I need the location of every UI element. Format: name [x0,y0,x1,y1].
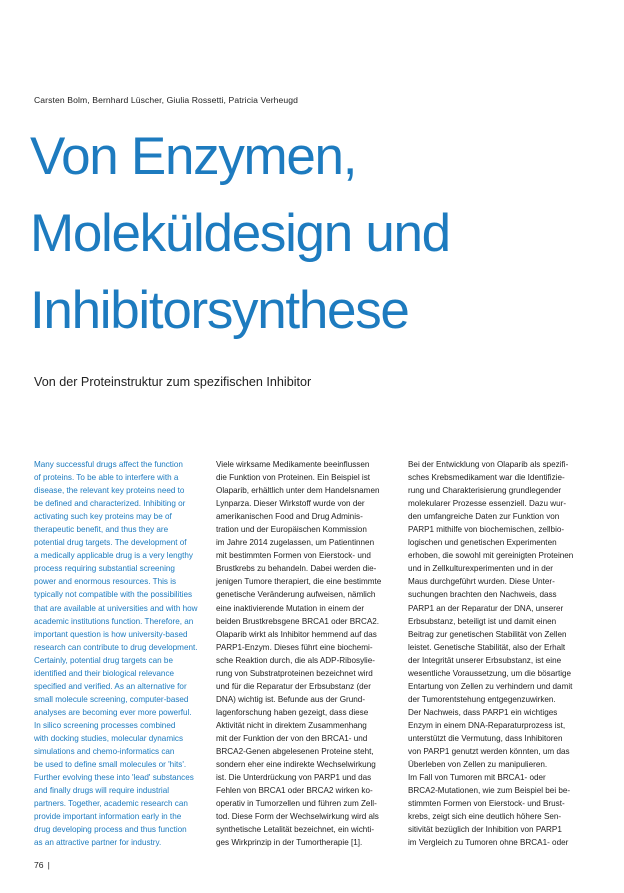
text-line: Further evolving these into 'lead' substances [34,773,194,783]
text-line: DNA) wichtig ist. Befunde aus der Grund- [216,694,366,704]
text-line: specified and verified. As an alternative for [34,681,187,691]
text-line: operativ in Tumorzellen und führen zum Zell- [216,799,377,809]
text-line: identified and their biological relevance [34,668,175,678]
title-line: Moleküldesign und [30,204,450,263]
text-line: be used to define small molecules or 'hits'. [34,760,187,770]
text-line: a medically applicable drug is a very lengthy [34,551,193,561]
text-line: research can contribute to drug development. [34,642,198,652]
text-line: die Funktion von Proteinen. Ein Beispiel ist [216,473,371,483]
text-line: und für die Reparatur der Erbsubstanz (der [216,681,371,691]
text-line: leistet. Genetische Stabilität, also der Erhalt [408,642,566,652]
text-line: jenigen Tumore therapiert, die eine bestimmte [216,577,382,587]
text-line: Erbsubstanz, beteiligt ist und damit einen [408,616,557,626]
text-line: rung von Substratproteinen bezeichnet wird [216,668,373,678]
text-line: with docking studies, molecular dynamics [34,733,184,743]
text-line: Lynparza. Dieser Wirkstoff wurde von der [216,499,365,509]
text-line: Maus durchgeführt wurden. Diese Unter- [408,577,555,587]
text-line: krebs, zeigt sich eine deutlich höhere Sen- [408,812,562,822]
text-line: academic institutions function. Therefore, an [34,616,194,626]
text-line: mit der Funktion der von den BRCA1- und [216,733,368,743]
text-line: ist. Die Unterdrückung von PARP1 und das [216,773,372,783]
text-line: und in Zellkulturexperimenten und in der [408,564,553,574]
text-line: erhoben, die sowohl mit gereinigten Proteinen [408,551,574,561]
text-line: Im Fall von Tumoren mit BRCA1- oder [408,773,546,783]
body-column-1 [216,458,391,849]
text-line: eine inaktivierende Mutation in einem der [216,603,365,613]
text-line: von PARP1 genutzt werden könnten, um das [408,747,570,757]
text-line: tod. Diese Form der Wechselwirkung wird als [216,812,379,822]
text-line: as an attractive partner for industry. [34,838,162,848]
title-line: Von Enzymen, [30,127,357,186]
text-line: Many successful drugs affect the function [34,460,183,469]
text-line: Der Nachweis, dass PARP1 ein wichtiges [408,707,558,717]
text-line: Brustkrebs zu behandeln. Dabei werden die- [216,564,377,574]
text-line: important question is how university-based [34,629,188,639]
text-line: Olaparib wirkt als Inhibitor hemmend auf das [216,629,377,639]
text-line: Überleben von Zellen zu manipulieren. [408,760,548,770]
text-line: BRCA2-Genen abgelesenen Proteine steht, [216,747,374,757]
text-line: stimmten Formen von Eierstock- und Brust- [408,799,565,809]
text-line: Aktivität nicht in direktem Zusammenhang [216,720,367,730]
article-subtitle: Von der Proteinstruktur zum spezifischen Inhibitor [34,375,312,389]
text-line: den umfangreiche Daten zur Funktion von [408,512,560,522]
text-line: synthetische Letalität bezeichnet, ein wichti- [216,825,375,835]
text-line: of proteins. To be able to interfere with a [34,473,179,483]
abstract-column-english [34,458,204,849]
text-line: molekularer Prozesse essenziell. Dazu wur- [408,499,567,509]
text-line: logischen und genetischen Experimenten [408,538,557,548]
text-line: lagenforschung haben gezeigt, dass diese [216,707,369,717]
text-line: der Tumorentstehung entgegenzuwirken. [408,694,556,704]
text-line: Beitrag zur genetischen Stabilität von Zellen [408,629,567,639]
author-list: Carsten Bolm, Bernhard Lüscher, Giulia Rossetti, Patricia Verheugd [34,95,299,105]
text-line: mit bestimmten Formen von Eierstock- und [216,551,371,561]
text-line: genetische Veränderung aufweisen, nämlich [216,590,376,600]
text-line: small molecule screening, computer-based [34,694,189,704]
text-line: analyses are becoming ever more powerful. [34,707,192,717]
text-line: potential drug targets. The development of [34,538,187,548]
text-line: PARP1 mithilfe von biochemischen, zellbio- [408,525,565,535]
text-line: partners. Together, academic research can [34,799,188,809]
text-line: sches Krebsmedikament war die Identifizie- [408,473,565,483]
text-line: Enzym in einem DNA-Reparaturprozess ist, [408,720,566,730]
text-line: Viele wirksame Medikamente beeinflussen [216,460,370,469]
text-line: beiden Brustkrebsgene BRCA1 oder BRCA2. [216,616,380,626]
page-number: 76 [34,860,44,870]
text-line: PARP1-Enzym. Dieses führt eine biochemi- [216,642,373,652]
text-line: BRCA2-Mutationen, wie zum Beispiel bei be- [408,786,571,796]
text-line: PARP1 an der Reparatur der DNA, unserer [408,603,564,613]
text-line: Certainly, potential drug targets can be [34,655,173,665]
text-line: provide important information early in the [34,812,182,822]
text-line: and finally drugs will require industrial [34,786,170,796]
text-line: im Jahre 2014 zugelassen, um Patientinnen [216,538,375,548]
text-line: that are available at universities and with how [34,603,198,613]
page-footer [34,860,50,870]
text-line: process requiring substantial screening [34,564,175,574]
text-line: rung und Charakterisierung grundlegender [408,486,562,496]
text-line: tration und der Europäischen Kommission [216,525,367,535]
text-line: Bei der Entwicklung von Olaparib als spezifi- [408,460,569,469]
text-line: In silico screening processes combined [34,720,176,730]
text-line: Fehlen von BRCA1 oder BRCA2 wirken ko- [216,786,373,796]
text-line: amerikanischen Food and Drug Adminis- [216,512,363,522]
text-line: disease, the relevant key proteins need to [34,486,185,496]
title-line: Inhibitorsynthese [30,281,409,340]
footer-separator: | [47,860,50,870]
text-line: be defined and characterized. Inhibiting or [34,499,186,509]
article-title [30,118,610,349]
text-line: der Integrität unserer Erbsubstanz, ist eine [408,655,562,665]
text-line: drug developing process and thus function [34,825,187,835]
text-line: unterstützt die Vermutung, dass Inhibitoren [408,733,563,743]
text-line: activating such key proteins may be of [34,512,172,522]
text-line: sondern eher eine indirekte Wechselwirkung [216,760,376,770]
text-line: sitivität bezüglich der Inhibition von PARP1 [408,825,562,835]
text-line: Olaparib, erhältlich unter dem Handelsnamen [216,486,380,496]
text-line: power and enormous resources. This is [34,577,177,587]
text-line: therapeutic benefit, and thus they are [34,525,169,535]
text-line: wesentliche Voraussetzung, um die bösartige [408,668,572,678]
text-line: im Vergleich zu Tumoren ohne BRCA1- oder [408,838,569,848]
text-line: ges Wirkprinzip in der Tumortherapie [1]. [216,838,363,848]
text-line: suchungen brachten den Nachweis, dass [408,590,557,600]
text-line: simulations and chemo-informatics can [34,747,175,757]
text-line: Entartung von Zellen zu verhindern und damit [408,681,573,691]
body-column-2 [408,458,593,849]
text-line: typically not compatible with the possibilities [34,590,193,600]
text-line: sche Reaktion durch, die als ADP-Ribosylie- [216,655,375,665]
